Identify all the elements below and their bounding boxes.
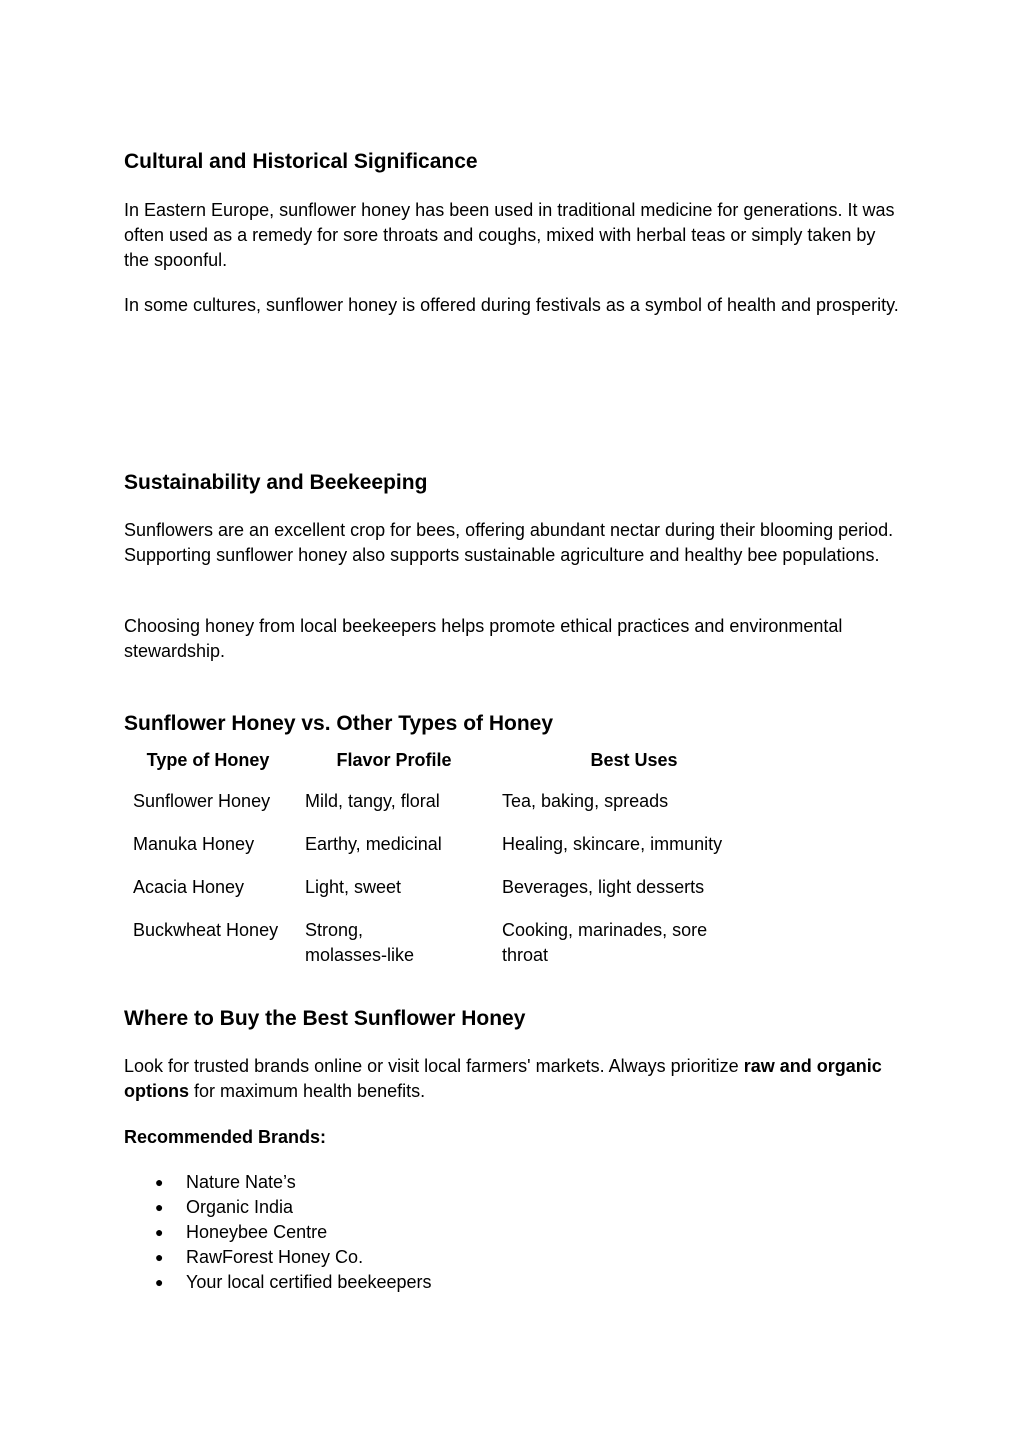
table-cell: Manuka Honey [133, 834, 255, 854]
heading-where-to-buy: Where to Buy the Best Sunflower Honey [124, 1007, 526, 1030]
bullet-icon: ● [155, 1174, 164, 1190]
brand-name: Organic India [186, 1197, 294, 1217]
brand-name: Honeybee Centre [186, 1222, 328, 1242]
table-cell: Beverages, light desserts [502, 877, 705, 897]
honey-comparison-table [124, 746, 764, 968]
paragraph-sustainability-1: Sunflowers are an excellent crop for bees, offering abundant nectar during their blooming period. Supporting sunflower honey also supports sustainable agriculture and healthy bee populations. [124, 520, 894, 565]
bullet-icon: ● [155, 1249, 164, 1265]
paragraph-sustainability-2: Choosing honey from local beekeepers helps promote ethical practices and environmental stewardship. [124, 616, 843, 661]
bullet-icon: ● [155, 1199, 164, 1215]
recommended-brands-label: Recommended Brands: [124, 1127, 327, 1147]
heading-cultural: Cultural and Historical Significance [124, 150, 478, 173]
brand-name: Nature Nate’s [186, 1172, 296, 1192]
list-item [124, 1245, 432, 1270]
column-header-type: Type of Honey [146, 750, 270, 770]
table-cell: Cooking, marinades, sore throat [502, 920, 708, 965]
bullet-icon: ● [155, 1224, 164, 1240]
list-item [124, 1170, 432, 1195]
table-row [124, 832, 764, 875]
list-item [124, 1270, 432, 1295]
table-cell: Acacia Honey [133, 877, 245, 897]
table-row [124, 918, 764, 968]
list-item [124, 1220, 432, 1245]
paragraph-text: for maximum health benefits. [189, 1081, 426, 1101]
paragraph-bold-text: raw and organic options [124, 1056, 882, 1101]
brand-name: Your local certified beekeepers [186, 1272, 432, 1292]
table-cell: Strong, molasses-like [305, 920, 415, 965]
table-row [124, 875, 764, 918]
heading-comparison: Sunflower Honey vs. Other Types of Honey [124, 712, 554, 735]
table-row [124, 789, 764, 832]
table-cell: Healing, skincare, immunity [502, 834, 723, 854]
table-cell: Light, sweet [305, 877, 402, 897]
table-cell: Buckwheat Honey [133, 920, 279, 940]
table-cell: Earthy, medicinal [305, 834, 442, 854]
heading-sustainability: Sustainability and Beekeeping [124, 471, 428, 494]
bullet-icon: ● [155, 1274, 164, 1290]
column-header-uses: Best Uses [590, 750, 678, 770]
paragraph-cultural-1: In Eastern Europe, sunflower honey has been used in traditional medicine for generations. It was often used as a remedy for sore throats and coughs, mixed with herbal teas or simply taken by the spoonful. [124, 200, 895, 270]
brand-name: RawForest Honey Co. [186, 1247, 364, 1267]
paragraph-cultural-2: In some cultures, sunflower honey is offered during festivals as a symbol of health and prosperity. [124, 295, 899, 315]
list-item [124, 1195, 432, 1220]
table-cell: Tea, baking, spreads [502, 791, 669, 811]
table-cell: Sunflower Honey [133, 791, 271, 811]
table-header-row [124, 746, 764, 789]
table-cell: Mild, tangy, floral [305, 791, 440, 811]
brands-list [124, 1170, 432, 1295]
paragraph-text: Look for trusted brands online or visit local farmers' markets. Always prioritize [124, 1056, 744, 1076]
paragraph-where-to-buy [124, 1054, 904, 1104]
column-header-flavor: Flavor Profile [336, 750, 452, 770]
